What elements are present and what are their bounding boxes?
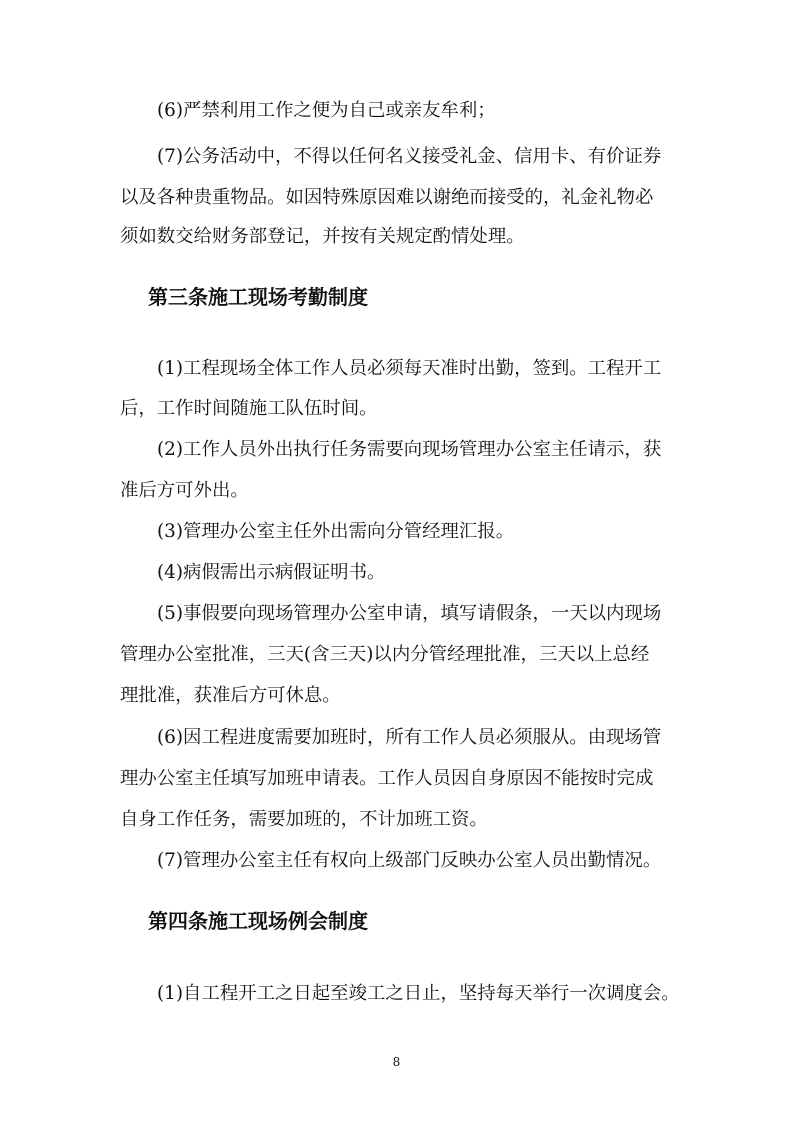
- paragraph-line: 以及各种贵重物品。如因特殊原因难以谢绝而接受的，礼金礼物必: [120, 187, 654, 208]
- paragraph-line: 准后方可外出。: [120, 480, 249, 501]
- paragraph-line: (2)工作人员外出执行任务需要向现场管理办公室主任请示，获: [157, 439, 662, 460]
- page-number: 8: [392, 1055, 401, 1069]
- paragraph-line: (4)病假需出示病假证明书。: [157, 562, 386, 583]
- paragraph-line: 须如数交给财务部登记，并按有关规定酌情处理。: [120, 226, 525, 247]
- section-heading: 第三条施工现场考勤制度: [148, 285, 368, 309]
- paragraph-line: (7)公务活动中，不得以任何名义接受礼金、信用卡、有价证券: [157, 146, 662, 167]
- section-heading: 第四条施工现场例会制度: [148, 909, 368, 933]
- paragraph-line: (6)严禁利用工作之便为自己或亲友牟利；: [157, 100, 496, 121]
- paragraph-line: (1)工程现场全体工作人员必须每天准时出勤，签到。工程开工: [157, 358, 662, 379]
- paragraph-line: 理批准，获准后方可休息。: [120, 685, 341, 706]
- paragraph-line: (1)自工程开工之日起至竣工之日止，坚持每天举行一次调度会。: [157, 983, 680, 1004]
- paragraph-line: 管理办公室批准，三天(含三天)以内分管经理批准，三天以上总经: [120, 644, 650, 665]
- paragraph-line: (6)因工程进度需要加班时，所有工作人员必须服从。由现场管: [157, 727, 662, 748]
- paragraph-line: (5)事假要向现场管理办公室申请，填写请假条，一天以内现场: [157, 603, 662, 624]
- paragraph-line: 理办公室主任填写加班申请表。工作人员因自身原因不能按时完成: [120, 768, 654, 789]
- paragraph-line: 自身工作任务，需要加班的，不计加班工资。: [120, 809, 488, 830]
- paragraph-line: (7)管理办公室主任有权向上级部门反映办公室人员出勤情况。: [157, 850, 662, 871]
- paragraph-line: (3)管理办公室主任外出需向分管经理汇报。: [157, 521, 515, 542]
- paragraph-line: 后，工作时间随施工队伍时间。: [120, 398, 378, 419]
